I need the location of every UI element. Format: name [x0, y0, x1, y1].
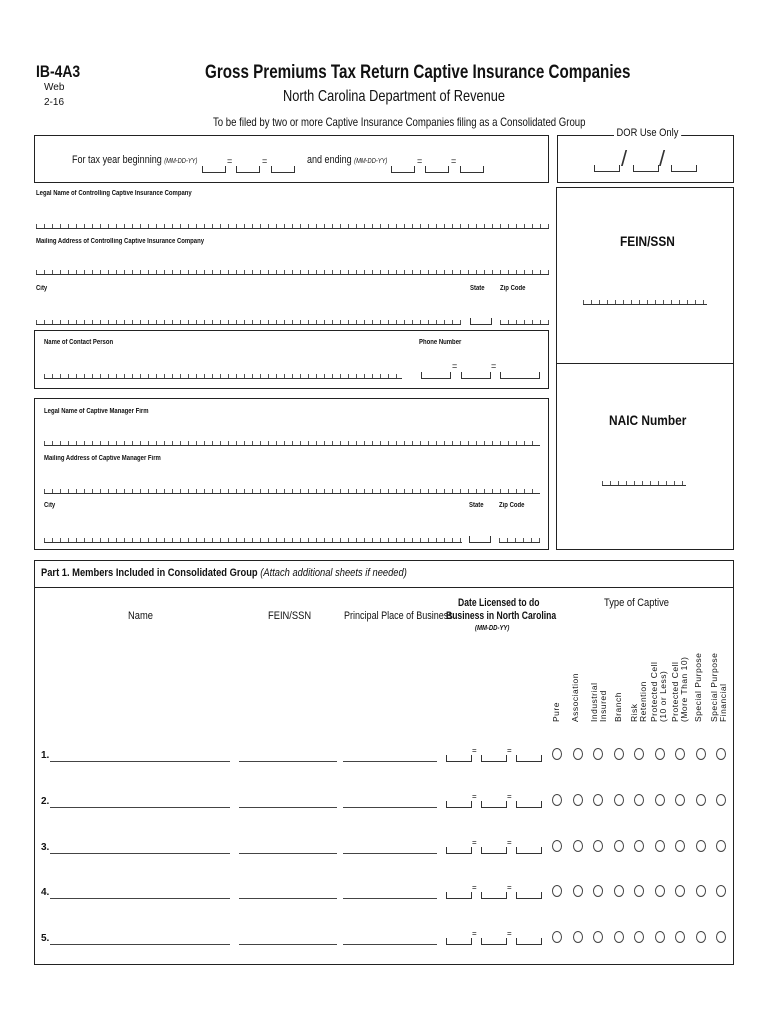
- row-number: 5.: [41, 933, 50, 944]
- captive-type-radio[interactable]: [716, 885, 726, 897]
- member-name-field[interactable]: [50, 944, 230, 945]
- license-date-segment[interactable]: [481, 938, 507, 945]
- phone-area[interactable]: [421, 372, 451, 379]
- license-date-segment[interactable]: [481, 801, 507, 808]
- col-principal-header: Principal Place of Business: [344, 610, 453, 622]
- license-date-segment[interactable]: [481, 847, 507, 854]
- dash: =: [507, 792, 512, 801]
- captive-type-radio[interactable]: [634, 748, 644, 760]
- member-principal-field[interactable]: [343, 761, 437, 762]
- captive-type-radio[interactable]: [675, 794, 685, 806]
- mailing-address-field[interactable]: [36, 268, 549, 275]
- fein-ssn-box: [556, 187, 734, 364]
- captive-type-radio[interactable]: [716, 748, 726, 760]
- license-date-segment[interactable]: [446, 938, 472, 945]
- col-date-format: (MM-DD-YY): [475, 625, 510, 632]
- dash: =: [507, 746, 512, 755]
- type-label-branch: Branch: [613, 692, 623, 722]
- dor-date-seg-2[interactable]: [633, 165, 659, 172]
- form-id: IB-4A3: [36, 62, 81, 81]
- member-principal-field[interactable]: [343, 807, 437, 808]
- license-date-segment[interactable]: [446, 755, 472, 762]
- captive-type-radio[interactable]: [655, 840, 665, 852]
- end-date-year[interactable]: [460, 166, 484, 173]
- phone-number-label: Phone Number: [419, 339, 462, 346]
- captive-type-radio[interactable]: [696, 840, 706, 852]
- fein-ssn-field[interactable]: [583, 298, 707, 305]
- captive-type-radio[interactable]: [573, 748, 583, 760]
- zip-label: Zip Code: [500, 285, 526, 292]
- license-date-segment[interactable]: [516, 801, 542, 808]
- state-label: State: [470, 285, 485, 292]
- form-title: Gross Premiums Tax Return Captive Insurance Companies: [205, 62, 631, 83]
- captive-type-radio[interactable]: [716, 931, 726, 943]
- manager-mailing-label: Mailing Address of Captive Manager Firm: [44, 455, 161, 462]
- row-number: 2.: [41, 796, 50, 807]
- row-number: 1.: [41, 750, 50, 761]
- manager-name-label: Legal Name of Captive Manager Firm: [44, 408, 149, 415]
- manager-city-label: City: [44, 502, 56, 509]
- manager-mailing-field[interactable]: [44, 487, 540, 494]
- mailing-address-label: Mailing Address of Controlling Captive Insurance Company: [36, 238, 205, 245]
- member-fein-field[interactable]: [239, 944, 337, 945]
- dash: =: [227, 156, 233, 166]
- part1-divider: [35, 587, 733, 588]
- begin-date-year[interactable]: [271, 166, 295, 173]
- contact-name-field[interactable]: [44, 372, 402, 379]
- captive-type-radio[interactable]: [696, 748, 706, 760]
- col-date-header-1: Date Licensed to do: [458, 597, 540, 609]
- member-name-field[interactable]: [50, 853, 230, 854]
- dor-use-box: [557, 135, 734, 183]
- fein-ssn-label: FEIN/SSN: [620, 233, 675, 249]
- license-date-segment[interactable]: [446, 892, 472, 899]
- license-date-segment[interactable]: [516, 892, 542, 899]
- captive-type-radio[interactable]: [614, 748, 624, 760]
- dash: =: [472, 883, 477, 892]
- end-date-day[interactable]: [425, 166, 449, 173]
- dash: =: [472, 929, 477, 938]
- member-name-field[interactable]: [50, 761, 230, 762]
- legal-name-label: Legal Name of Controlling Captive Insurance Company: [36, 190, 192, 197]
- dash: =: [451, 156, 457, 166]
- license-date-segment[interactable]: [446, 847, 472, 854]
- dash: =: [507, 838, 512, 847]
- dash: =: [507, 929, 512, 938]
- captive-type-radio[interactable]: [675, 840, 685, 852]
- dash: =: [507, 883, 512, 892]
- tax-year-ending-label: and ending (MM-DD-YY): [307, 154, 388, 166]
- license-date-segment[interactable]: [481, 892, 507, 899]
- dash: =: [472, 746, 477, 755]
- manager-state-field[interactable]: [469, 536, 491, 543]
- captive-type-radio[interactable]: [634, 840, 644, 852]
- dash: =: [417, 156, 423, 166]
- form-subtitle: To be filed by two or more Captive Insurance Companies filing as a Consolidated Group: [213, 115, 586, 129]
- member-fein-field[interactable]: [239, 898, 337, 899]
- state-field[interactable]: [470, 318, 492, 325]
- type-label-special-purpose: Special Purpose: [693, 652, 703, 722]
- naic-field[interactable]: [602, 479, 686, 486]
- begin-date-day[interactable]: [236, 166, 260, 173]
- dor-slash-2: /: [659, 146, 666, 171]
- dash: =: [472, 838, 477, 847]
- phone-line[interactable]: [500, 372, 540, 379]
- captive-type-radio[interactable]: [634, 931, 644, 943]
- type-captive-header: Type of Captive: [604, 597, 669, 609]
- license-date-segment[interactable]: [516, 847, 542, 854]
- form-web-label: Web: [44, 82, 65, 93]
- contact-name-label: Name of Contact Person: [44, 339, 114, 346]
- captive-type-radio[interactable]: [634, 794, 644, 806]
- manager-box: [34, 398, 549, 550]
- end-date-month[interactable]: [391, 166, 415, 173]
- captive-type-radio[interactable]: [593, 885, 603, 897]
- captive-type-radio[interactable]: [573, 794, 583, 806]
- member-fein-field[interactable]: [239, 761, 337, 762]
- type-label-pure: Pure: [551, 702, 561, 722]
- dash: =: [491, 361, 497, 371]
- captive-type-radio[interactable]: [655, 794, 665, 806]
- captive-type-radio[interactable]: [655, 931, 665, 943]
- member-principal-field[interactable]: [343, 853, 437, 854]
- captive-type-radio[interactable]: [593, 748, 603, 760]
- manager-state-label: State: [469, 502, 484, 509]
- captive-type-radio[interactable]: [696, 931, 706, 943]
- type-label-risk-retention: Risk Retention: [629, 681, 648, 722]
- captive-type-radio[interactable]: [614, 840, 624, 852]
- row-number: 3.: [41, 842, 50, 853]
- col-date-header-2: Business in North Carolina: [446, 610, 557, 622]
- captive-type-radio[interactable]: [614, 794, 624, 806]
- type-label-protected-cell-more-than-10: Protected Cell (More Than 10): [670, 656, 689, 722]
- dor-slash-1: /: [621, 146, 628, 171]
- manager-city-field[interactable]: [44, 536, 462, 543]
- captive-type-radio[interactable]: [552, 931, 562, 943]
- captive-type-radio[interactable]: [716, 840, 726, 852]
- member-fein-field[interactable]: [239, 853, 337, 854]
- col-fein-header: FEIN/SSN: [268, 610, 312, 622]
- type-label-association: Association: [570, 673, 580, 722]
- captive-type-radio[interactable]: [675, 931, 685, 943]
- naic-label: NAIC Number: [609, 412, 687, 428]
- captive-type-radio[interactable]: [696, 794, 706, 806]
- dash: =: [452, 361, 458, 371]
- row-number: 4.: [41, 887, 50, 898]
- part1-title: Part 1. Members Included in Consolidated Group (Attach additional sheets if needed): [41, 567, 407, 579]
- captive-type-radio[interactable]: [675, 748, 685, 760]
- naic-box: [556, 363, 734, 550]
- license-date-segment[interactable]: [481, 755, 507, 762]
- type-label-industrial-insured: Industrial Insured: [589, 682, 608, 722]
- zip-field[interactable]: [500, 318, 549, 325]
- captive-type-radio[interactable]: [655, 885, 665, 897]
- city-label: City: [36, 285, 48, 292]
- member-principal-field[interactable]: [343, 898, 437, 899]
- captive-type-radio[interactable]: [675, 885, 685, 897]
- captive-type-radio[interactable]: [634, 885, 644, 897]
- dash: =: [472, 792, 477, 801]
- captive-type-radio[interactable]: [552, 748, 562, 760]
- member-fein-field[interactable]: [239, 807, 337, 808]
- form-version: 2-16: [44, 97, 65, 108]
- type-label-protected-cell-10-or-less: Protected Cell (10 or Less): [649, 661, 668, 722]
- captive-type-radio[interactable]: [655, 748, 665, 760]
- dash: =: [262, 156, 268, 166]
- member-principal-field[interactable]: [343, 944, 437, 945]
- captive-type-radio[interactable]: [573, 885, 583, 897]
- city-field[interactable]: [36, 318, 461, 325]
- dor-date-seg-3[interactable]: [671, 165, 697, 172]
- agency-name: North Carolina Department of Revenue: [283, 88, 505, 105]
- dor-use-label: DOR Use Only: [614, 127, 681, 139]
- col-name-header: Name: [128, 610, 153, 622]
- license-date-segment[interactable]: [516, 755, 542, 762]
- captive-type-radio[interactable]: [593, 794, 603, 806]
- member-name-field[interactable]: [50, 807, 230, 808]
- captive-type-radio[interactable]: [573, 931, 583, 943]
- captive-type-radio[interactable]: [552, 840, 562, 852]
- begin-date-month[interactable]: [202, 166, 226, 173]
- dor-date-seg-1[interactable]: [594, 165, 620, 172]
- captive-type-radio[interactable]: [593, 840, 603, 852]
- captive-type-radio[interactable]: [552, 794, 562, 806]
- license-date-segment[interactable]: [446, 801, 472, 808]
- manager-zip-field[interactable]: [499, 536, 540, 543]
- tax-year-beginning-label: For tax year beginning (MM-DD-YY): [72, 154, 198, 166]
- member-name-field[interactable]: [50, 898, 230, 899]
- type-label-special-purpose-financial: Special Purpose Financial: [709, 652, 728, 722]
- captive-type-radio[interactable]: [614, 931, 624, 943]
- captive-type-radio[interactable]: [716, 794, 726, 806]
- captive-type-radio[interactable]: [552, 885, 562, 897]
- manager-name-field[interactable]: [44, 439, 540, 446]
- captive-type-radio[interactable]: [696, 885, 706, 897]
- phone-prefix[interactable]: [461, 372, 491, 379]
- captive-type-radio[interactable]: [573, 840, 583, 852]
- license-date-segment[interactable]: [516, 938, 542, 945]
- captive-type-radio[interactable]: [614, 885, 624, 897]
- legal-name-field[interactable]: [36, 222, 549, 229]
- manager-zip-label: Zip Code: [499, 502, 525, 509]
- captive-type-radio[interactable]: [593, 931, 603, 943]
